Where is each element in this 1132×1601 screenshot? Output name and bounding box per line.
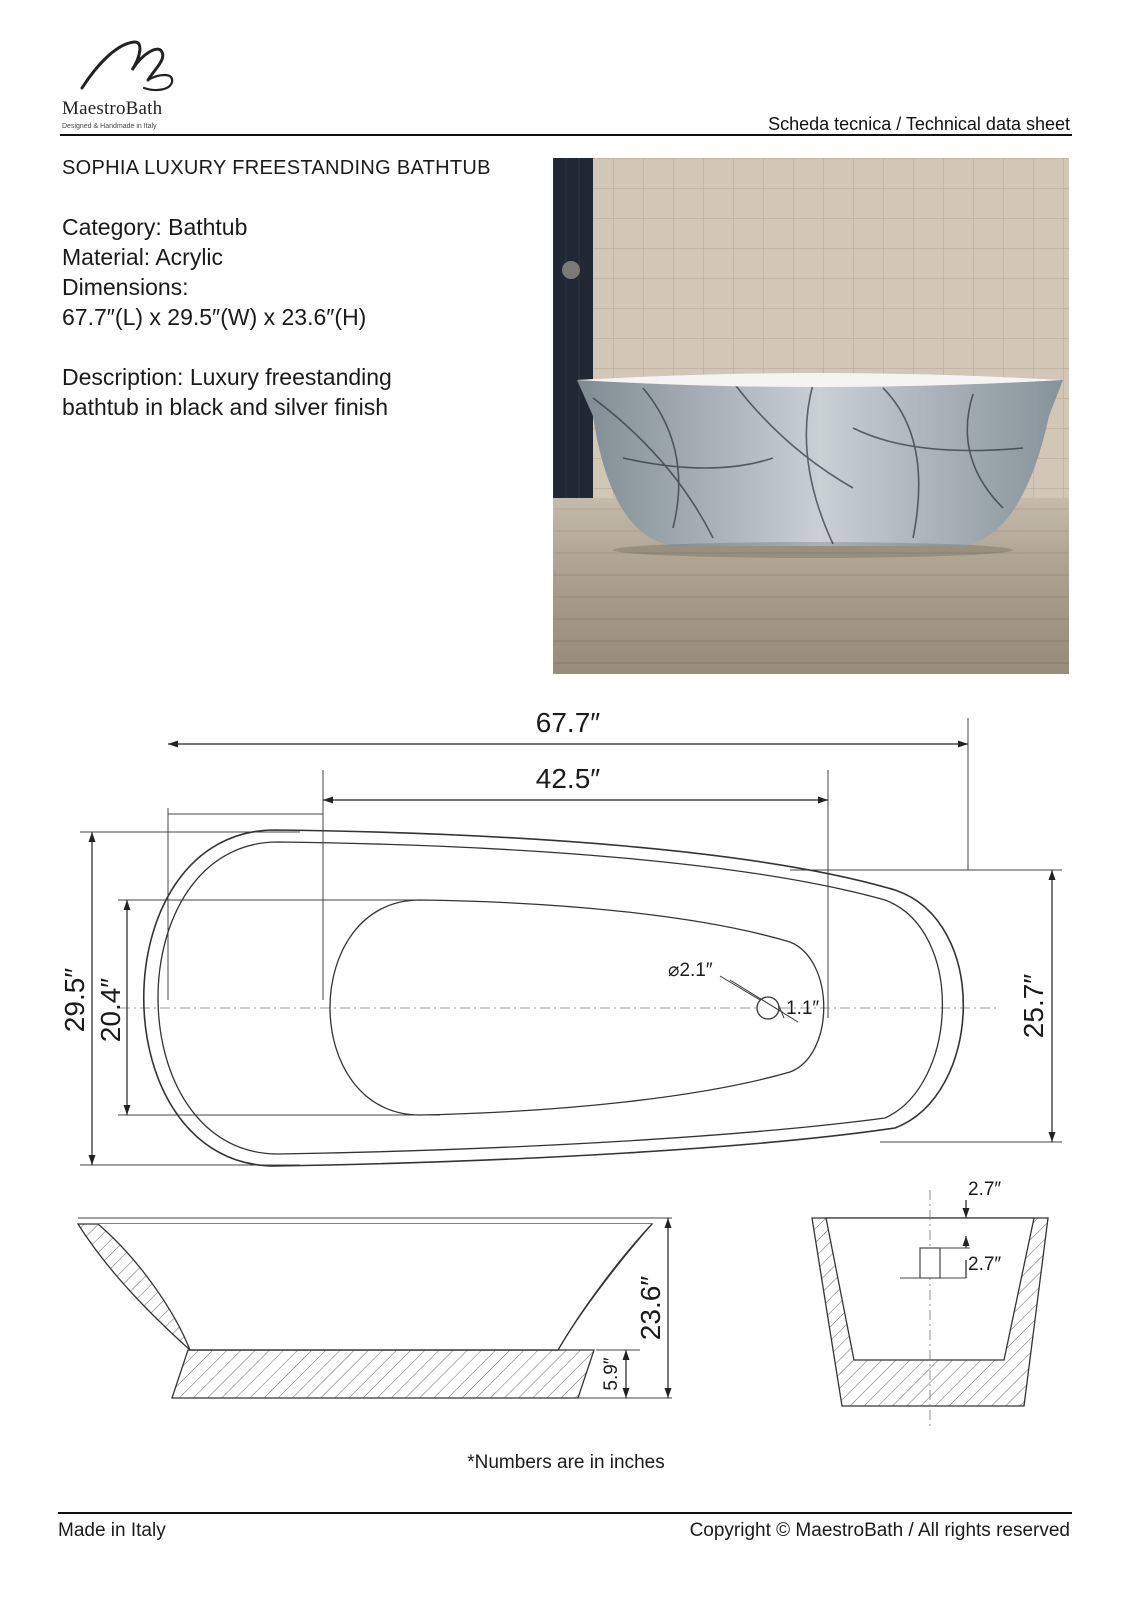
technical-drawing [0,700,1132,1440]
header-divider [60,134,1072,136]
spec-category: Category: Bathtub [62,214,248,240]
dim-inner-width: 20.4″ [95,977,126,1043]
footer-divider [58,1512,1072,1514]
units-footnote: *Numbers are in inches [467,1452,665,1473]
end-elevation [812,1190,1048,1428]
product-title: SOPHIA LUXURY FREESTANDING BATHTUB [62,157,491,179]
dim-overall-width: 29.5″ [59,967,90,1033]
product-photo [553,158,1069,674]
made-in-label: Made in Italy [58,1520,166,1541]
dim-overflow-size: 2.7″ [968,1254,1002,1275]
copyright-notice: Copyright © MaestroBath / All rights reserved [689,1520,1070,1541]
dim-overflow-top: 2.7″ [968,1179,1002,1200]
dim-inner-length: 42.5″ [535,763,601,794]
spec-description-line-1: Description: Luxury freestanding [62,364,392,390]
dim-drain-offset: 1.1″ [786,998,820,1019]
spec-description-line-2: bathtub in black and silver finish [62,394,389,420]
spec-material: Material: Acrylic [62,244,224,270]
dim-drain-diameter: ⌀2.1″ [668,960,713,981]
side-elevation [78,1218,672,1398]
dim-end-width: 25.7″ [1018,973,1049,1039]
spec-dimensions-label: Dimensions: [62,274,189,300]
dim-overall-length: 67.7″ [535,707,601,738]
dim-height: 23.6″ [635,1275,666,1341]
brand-tagline: Designed & Handmade in Italy [62,123,157,130]
brand-monogram-icon [78,36,178,92]
spec-dimensions-value: 67.7″(L) x 29.5″(W) x 23.6″(H) [62,304,367,330]
dim-base-thickness: 5.9″ [601,1357,622,1391]
brand-logo [60,36,190,136]
brand-name: MaestroBath [62,98,163,119]
sheet-label: Scheda tecnica / Technical data sheet [768,114,1070,134]
